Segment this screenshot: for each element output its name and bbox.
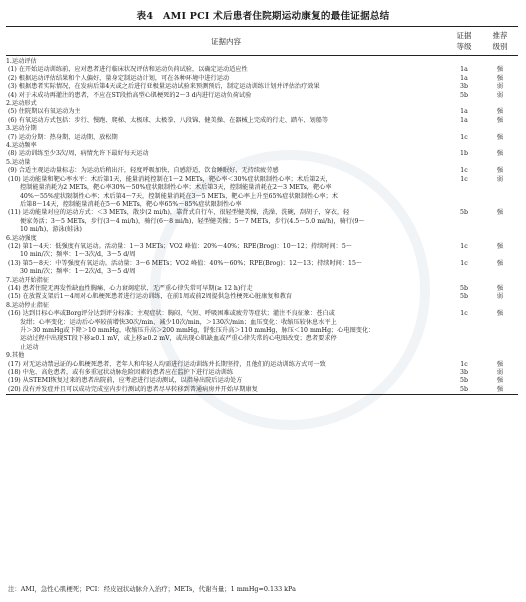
evidence-level: 1a [460, 116, 468, 124]
recommendation-level: 强 [496, 150, 504, 158]
recommendation-level: 强 [496, 385, 504, 393]
evidence-level: 1b [460, 150, 468, 158]
evidence-text: 发绀；心率变化：运动后心率较前增快30次/min，减少10次/min，＞130次/min；血压变化：收缩压较休息水平上 [20, 318, 337, 326]
evidence-text: 运动过程中出现ST段下移≥0.1 mV，或上移≥0.2 mV，或出现心肌缺血或严重心律失常的心电图改变；患者要求停 [20, 335, 337, 343]
evidence-text: 便家务活；3～5 METs，步行(3～4 mi/h)，骑行(6～8 mi/h)，轻型健美操；5～7 METs，步行(4.5～5.0 mi/h)，骑行(9～ [20, 217, 365, 225]
footnote: 注：AMI，急性心肌梗死；PCI：经皮冠状动脉介入治疗；METs，代谢当量；1 mmHg=0.133 kPa [8, 585, 296, 593]
evidence-level: 1a [460, 74, 468, 82]
recommendation-level: 弱 [496, 293, 504, 301]
evidence-text: 40%～55%症状限制性心率；术后第4～7天，控制能量消耗在3～5 METs，靶心率上升至65%症状限制性心率；术 [20, 192, 338, 200]
evidence-level [446, 201, 482, 209]
evidence-text: 3.运动分期 [6, 125, 37, 133]
evidence-level [446, 100, 482, 108]
table-row [6, 83, 518, 91]
evidence-level: 5b [460, 293, 468, 301]
evidence-text: 升＞30 mmHg或下降＞10 mmHg，收缩压升高＞200 mmHg，舒张压升高＞110 mmHg，脉压＜10 mmHg；心电图变化： [20, 327, 375, 334]
evidence-level [446, 268, 482, 276]
table-row [6, 361, 518, 369]
evidence-level: 1c [460, 175, 468, 183]
evidence-level: 1a [460, 108, 468, 116]
recommendation-level: 强 [496, 108, 504, 116]
table-row [6, 268, 518, 276]
recommendation-level: 强 [496, 377, 504, 385]
evidence-level [446, 125, 482, 133]
evidence-text: (2) 根据运动评估结果和个人偏好，量身定制运动计划，可在各种环境中进行运动 [8, 74, 230, 82]
table-row [6, 193, 518, 201]
evidence-level: 5b [460, 385, 468, 393]
recommendation-level: 强 [496, 167, 504, 175]
evidence-table [6, 26, 518, 395]
recommendation-level [482, 193, 518, 201]
table-row [6, 386, 518, 394]
table-row [6, 319, 518, 327]
evidence-level: 3b [460, 83, 468, 91]
evidence-text: 9.其他 [6, 352, 25, 360]
table-row [6, 117, 518, 125]
evidence-text: 控制能量消耗为2 METs，靶心率30%～50%症状限制性心率；术后第3天，控制能量消耗在2～3 METs，靶心率 [20, 184, 332, 192]
evidence-level [446, 159, 482, 167]
recommendation-level [482, 226, 518, 234]
evidence-text: 30 min/次；频率：1～2次/d，3～5 d/周 [20, 268, 136, 276]
recommendation-level: 强 [496, 209, 504, 217]
recommendation-level: 弱 [496, 91, 504, 99]
evidence-text: (18) 中危、高危患者，或有多重冠状动脉危险因素的患者应在监护下进行运动训练 [8, 369, 234, 377]
evidence-level: 1c [460, 167, 468, 175]
header-recommendation: 推荐 级别 [492, 31, 508, 51]
evidence-level [446, 142, 482, 150]
table-row [6, 218, 518, 226]
recommendation-level: 强 [496, 66, 504, 74]
section-heading [6, 125, 518, 133]
recommendation-level [482, 218, 518, 226]
evidence-level [446, 302, 482, 310]
evidence-text: (6) 有氧运动方式包括：步行、慢跑、爬梯、太极球、太极拳、八段锦、健美操、在器械上完成的行走、踏车、划船等 [8, 116, 329, 124]
evidence-level [446, 319, 482, 327]
evidence-level: 1c [460, 310, 468, 318]
evidence-level [446, 352, 482, 360]
evidence-level [446, 277, 482, 285]
recommendation-level [482, 268, 518, 276]
evidence-text: 10 mi/h)，游泳(蛙泳) [20, 226, 82, 234]
recommendation-level: 强 [496, 133, 504, 141]
evidence-level [446, 344, 482, 352]
evidence-text: (17) 对无运动禁忌证的心肌梗死患者、老年人和年轻人均需进行运动训练并长期坚持，且他们的运动训练方式可一致 [8, 360, 326, 368]
table-row [6, 108, 518, 116]
evidence-level: 5b [460, 91, 468, 99]
recommendation-level [482, 327, 518, 335]
evidence-level: 3b [460, 369, 468, 377]
evidence-text: (8) 运动训练至少3次/周，病情允许下最好每天运动 [8, 150, 149, 158]
evidence-text: 后第8～14天，控制能量消耗在5～6 METs，靶心率65%～85%症状限制性心率 [20, 200, 242, 208]
evidence-text: (12) 第1～4天：低强度有氧运动。活动量：1～3 METs；VO2 峰值：20%～40%；RPE(Brog)：10～12；持续时间：5～ [8, 242, 352, 250]
section-heading [6, 277, 518, 285]
table-title: 表4 AMI PCI 术后患者住院期运动康复的最佳证据总结 [136, 11, 390, 22]
evidence-level [446, 193, 482, 201]
evidence-text: (16) 达到目标心率或Borg评分达到评分标准；主观症状：胸闷、气短、呼吸困难或疲劳等症状；灌注不良征象：苍白或 [8, 310, 335, 318]
table-row [6, 176, 518, 184]
table-row [6, 310, 518, 318]
evidence-text: (1) 在开始运动训练前，应对患者进行临床状况评估和运动负荷试验，以确定运动适应性 [8, 66, 248, 74]
recommendation-level: 弱 [496, 83, 504, 91]
evidence-level: 1c [460, 242, 468, 250]
table-row [6, 75, 518, 83]
evidence-level [446, 58, 482, 66]
section-heading [6, 352, 518, 360]
evidence-level [446, 218, 482, 226]
table-body [6, 56, 518, 394]
recommendation-level: 强 [496, 284, 504, 292]
evidence-text: (10) 运动能量和靶心率水平：术后第1天，能量消耗控制在1～2 METs，靶心率＜30%症状限制性心率；术后第2天， [8, 175, 332, 183]
section-heading [6, 235, 518, 243]
table-row [6, 66, 518, 74]
evidence-text: (19) 从STEMI恢复过来的患者出院前，应考虑进行运动测试，以指导出院后运动处方 [8, 377, 243, 385]
recommendation-level [482, 302, 518, 310]
evidence-level: 1c [460, 259, 468, 267]
evidence-level [446, 235, 482, 243]
recommendation-level [482, 344, 518, 352]
evidence-text: 止运动 [20, 343, 39, 351]
recommendation-level [482, 235, 518, 243]
evidence-level: 5b [460, 377, 468, 385]
evidence-text: 7.运动开始指征 [6, 276, 50, 284]
bottom-rule [6, 394, 518, 395]
evidence-level: 1c [460, 133, 468, 141]
evidence-text: 4.运动频率 [6, 142, 37, 150]
recommendation-level: 强 [496, 242, 504, 250]
table-header [6, 27, 518, 55]
recommendation-level [482, 277, 518, 285]
section-heading [6, 100, 518, 108]
recommendation-level: 强 [496, 259, 504, 267]
table-row [6, 251, 518, 259]
recommendation-level: 强 [496, 116, 504, 124]
table-row [6, 344, 518, 352]
evidence-text: (4) 对于未成功再灌注的患者，不应在ST段抬高型心肌梗死的2～3 d内进行运动负荷试验 [8, 91, 252, 99]
evidence-level [446, 251, 482, 259]
evidence-level [446, 327, 482, 335]
recommendation-level: 强 [496, 74, 504, 82]
recommendation-level: 弱 [496, 369, 504, 377]
evidence-text: (14) 患者住院无再发性缺血性胸痛、心力衰竭症状、无严重心律失常可早期(≥ 12 h)行走 [8, 284, 253, 292]
table-row [6, 226, 518, 234]
evidence-text: 5.运动量 [6, 158, 31, 166]
table-row [6, 167, 518, 175]
recommendation-level [482, 184, 518, 192]
table-row [6, 335, 518, 343]
table-row [6, 92, 518, 100]
evidence-level: 1a [460, 66, 468, 74]
table-row [6, 260, 518, 268]
evidence-text: (9) 合适主观运动量标志：为运动后稍出汗，轻度呼吸加快，自感舒适，饮食睡眠好，无持续疲劳感 [8, 167, 279, 175]
evidence-level [446, 184, 482, 192]
evidence-level [446, 335, 482, 343]
recommendation-level [482, 319, 518, 327]
recommendation-level: 强 [496, 310, 504, 318]
recommendation-level [482, 125, 518, 133]
recommendation-level: 弱 [496, 175, 504, 183]
header-evidence-level: 证据 等级 [456, 31, 472, 51]
evidence-text: (20) 没有并发症并且可以成功完成室内步行测试的患者尽早转移到普通病房并开始早期康复 [8, 385, 258, 393]
evidence-text: 2.运动形式 [6, 100, 37, 108]
recommendation-level [482, 251, 518, 259]
table-row [6, 150, 518, 158]
evidence-text: 8.运动停止指征 [6, 301, 50, 309]
evidence-text: (11) 运动能量对应的运动方式：＜3 METs，散步(2 mi/h)，靠背式自行车，很轻型健美操，洗澡，洗碗，刮胡子，穿衣，轻 [8, 209, 350, 217]
section-heading [6, 302, 518, 310]
evidence-text: (7) 运动分期：热身期、运动期、放松期 [8, 133, 118, 141]
table-row [6, 377, 518, 385]
evidence-level [446, 226, 482, 234]
evidence-text: (15) 在放置支架后1～4周对心肌梗死患者进行运动训练，在前1周或前2周提供急性梗死心脏康复和教育 [8, 293, 293, 301]
recommendation-level [482, 352, 518, 360]
recommendation-level: 强 [496, 360, 504, 368]
header-content: 证据内容 [211, 36, 241, 46]
evidence-text: 1.运动评估 [6, 58, 37, 65]
table-row [6, 184, 518, 192]
recommendation-level [482, 335, 518, 343]
table-row [6, 209, 518, 217]
evidence-text: 10 min/次；频率：1～3次/d，3～5 d/周 [20, 251, 136, 259]
evidence-level: 5b [460, 209, 468, 217]
evidence-level: 5b [460, 284, 468, 292]
evidence-text: (13) 第5～8天：中等强度有氧运动。活动量：3～6 METs；VO2 峰值：40%～60%；RPE(Brog)：12～13；持续时间：15～ [8, 259, 363, 267]
evidence-level: 1c [460, 360, 468, 368]
evidence-text: 6.运动强度 [6, 234, 37, 242]
evidence-text: (5) 住院期以有氧运动为主 [8, 108, 81, 116]
table-row [6, 134, 518, 142]
table-row [6, 293, 518, 301]
evidence-text: (3) 根据患者实际情况，在发病后第4天或之后进行亚极量运动试验来预测预后，制定运动训练计划并评估治疗效果 [8, 83, 320, 91]
